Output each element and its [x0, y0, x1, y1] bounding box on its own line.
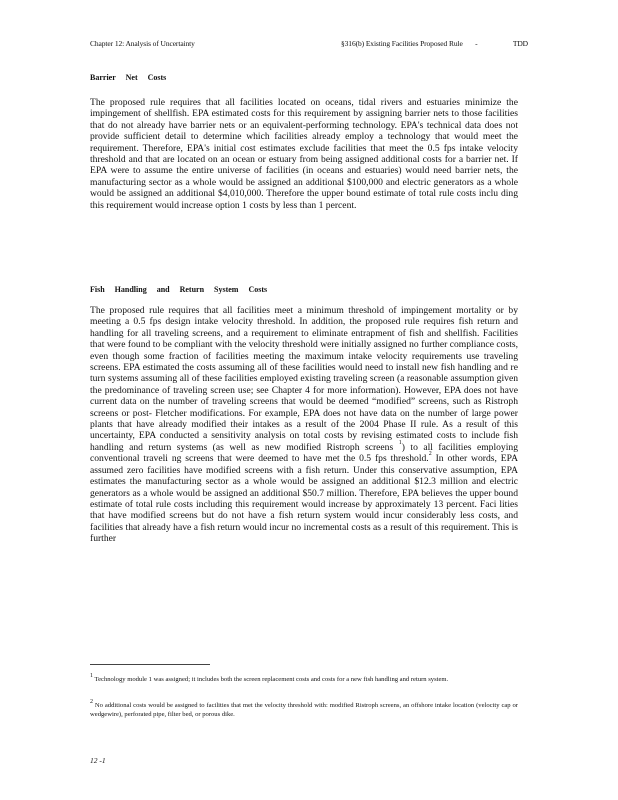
footnote-divider: [90, 664, 210, 665]
footnote-ref-2[interactable]: 2: [428, 451, 432, 458]
section-heading-fish-handling: Fish Handling and Return System Costs: [90, 285, 268, 294]
section-heading-barrier-net: Barrier Net Costs: [90, 73, 167, 82]
header-doc: TDD: [512, 39, 528, 48]
header-section: §316(b) Existing Facilities Proposed Rule -: [341, 39, 478, 48]
paragraph-barrier-net: The proposed rule requires that all facilities located on oceans, tidal rivers and estuaries minimize the impingement of shellfish. EPA estimated costs for this requirement by assigning barrier nets to those facilities that do not already have barrier nets or an equivalent-performing technology. EPA's technical data does not provide sufficient detail to determine which facilities already employ a technology that would meet the requirement. Therefore, EPA's initial cost estimates exclude facilities that meet the 0.5 fps intake velocity threshold and that are located on an ocean or estuary from being assigned additional costs for a barrier net. If EPA were to assume the entire universe of facilities (in oceans and estuaries) would need barrier nets, the manufacturing sector as a whole would be assigned an additional $100,000 and electric generators as a whole would be assigned an additional $4,010,000. Therefore the upper bound estimate of total rule costs inclu ding this requirement would increase option 1 costs by less than 1 percent.: [90, 97, 518, 211]
footnote-1: $^1$ Technology module 1 was assigned; it includes both the screen replacement costs and costs for a new fish handling and return system.: [90, 673, 449, 683]
header-chapter: Chapter 12: Analysis of Uncertainty: [90, 39, 195, 48]
footnote-2: $^2$ No additional costs would be assigned to facilities that met the velocity threshold with: modified Ristroph screens, an offshore intake location (velocity cap or wedgewire), perforated pipe, filter bed, or porous dike.: [90, 699, 518, 719]
paragraph-fish-handling: The proposed rule requires that all facilities meet a minimum threshold of impingement mortality or by meeting a 0.5 fps design intake velocity threshold. In addition, the proposed rule requires fish return and handling for all traveling screens, and a requirement to eliminate entrapment of fish and shellfish. Facilities that were found to be compliant with the velocity threshold were initially assigned no further compliance costs, even though some fraction of facilities meeting the maximum intake velocity requirements use traveling screens. EPA estimated the costs assuming all of these facilities would need to install new fish handling and re turn systems assuming all of these facilities employed existing traveling screen (a reasonable assumption given the predominance of traveling screen use; see Chapter 4 for more information). However, EPA does not have current data on the number of traveling screens that would be deemed “modified” screens, such as Ristroph screens or post- Fletcher modifications. For example, EPA does not have data on the number of large power plants that have already modified their intakes as a result of the 2004 Phase II rule. As a result of this uncertainty, EPA conducted a sensitivity analysis on total costs by revising estimated costs to include fish handling and return systems (as well as new modified Ristroph screens $^1$) to all facilities employing conventional traveli ng screens that were deemed to have met the 0.5 fps threshold.$^2$ In other words, EPA assumed zero facilities have modified screens with a fish return. Under this conservative assumption, EPA estimates the manufacturing sector as a whole would be assigned an additional $12.3 million and electric generators as a whole would be assigned an additional $50.7 million. Therefore, EPA believes the upper bound estimate of total rule costs including this requirement would increase by approximately 13 percent. Faci lities that have modified screens but do not have a fish return system would incur considerably less costs, and facilities that already have a fish return would incur no incremental costs as a result of this requirement. This is further: [90, 305, 519, 545]
page-number: 12 -1: [90, 756, 106, 765]
footnote-ref-1[interactable]: 1: [398, 439, 402, 446]
running-header: [90, 39, 528, 51]
